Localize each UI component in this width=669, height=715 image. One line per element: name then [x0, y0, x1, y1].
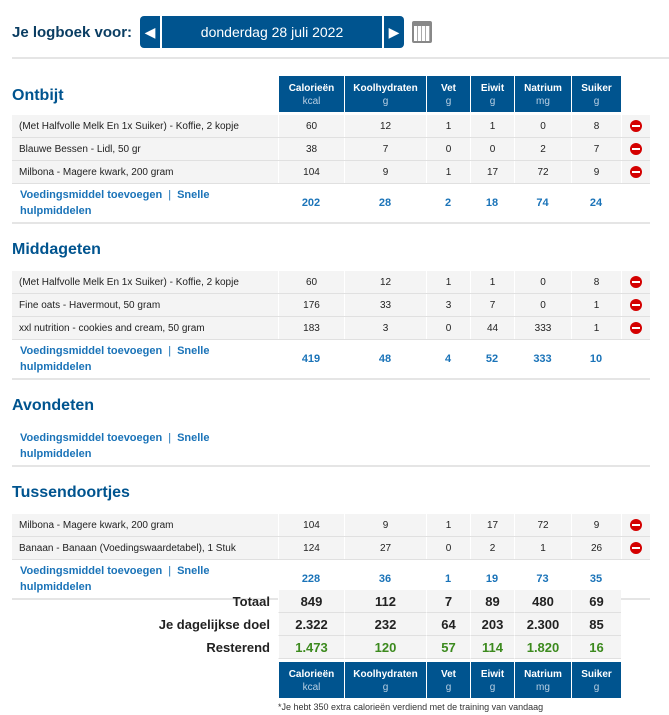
remove-icon[interactable]	[630, 542, 642, 554]
food-row	[12, 294, 650, 317]
link-separator: |	[168, 345, 172, 357]
food-sodium: 0	[514, 294, 571, 316]
food-sodium: 2	[514, 138, 571, 160]
column-header-sugar	[571, 662, 621, 698]
food-fat: 1	[426, 271, 470, 293]
column-unit: mg	[536, 96, 550, 107]
column-unit: g	[489, 682, 496, 693]
food-sodium: 1	[514, 537, 571, 559]
column-name: Calorieën	[288, 83, 335, 94]
food-name[interactable]: xxl nutrition - cookies and cream, 50 gram	[19, 322, 205, 334]
food-fat: 3	[426, 294, 470, 316]
add-food-link[interactable]: Voedingsmiddel toevoegen	[20, 345, 163, 357]
column-name: Eiwit	[480, 669, 505, 680]
column-header-sugar	[571, 76, 621, 112]
column-name: Natrium	[524, 83, 562, 94]
column-header-fat	[426, 76, 470, 112]
food-calories: 104	[278, 161, 344, 183]
food-sodium: 333	[514, 317, 571, 339]
food-calories: 38	[278, 138, 344, 160]
food-name[interactable]: Milbona - Magere kwark, 200 gram	[19, 519, 174, 531]
food-carbs: 3	[344, 317, 426, 339]
remove-icon[interactable]	[630, 299, 642, 311]
column-header-protein	[470, 662, 514, 698]
column-name: Calorieën	[288, 669, 335, 680]
meal-title: Ontbijt	[12, 87, 64, 104]
summary-sodium: 2.300	[514, 613, 571, 636]
food-carbs: 9	[344, 514, 426, 536]
food-calories: 176	[278, 294, 344, 316]
food-sugar: 26	[571, 537, 621, 559]
meal-section-avondeten	[12, 388, 650, 467]
food-row	[12, 161, 650, 184]
summary-sugar: 16	[571, 636, 621, 659]
column-header-row	[12, 76, 650, 112]
food-sodium: 0	[514, 271, 571, 293]
column-unit: g	[489, 96, 496, 107]
divider	[12, 57, 669, 59]
food-protein: 44	[470, 317, 514, 339]
remove-icon[interactable]	[630, 519, 642, 531]
summary-calories: 849	[278, 590, 344, 613]
food-calories: 183	[278, 317, 344, 339]
food-row	[12, 138, 650, 161]
summary-carbs: 112	[344, 590, 426, 613]
food-fat: 0	[426, 138, 470, 160]
food-row	[12, 537, 650, 560]
food-diary	[12, 76, 650, 600]
food-calories: 60	[278, 115, 344, 137]
meal-section-ontbijt	[12, 76, 650, 224]
column-unit: g	[382, 96, 389, 107]
food-sugar: 8	[571, 115, 621, 137]
column-unit: kcal	[302, 96, 321, 107]
food-protein: 2	[470, 537, 514, 559]
meal-total-sugar: 35	[589, 573, 603, 585]
meal-total-fat: 2	[444, 197, 452, 209]
food-sodium: 0	[514, 115, 571, 137]
summary-protein: 114	[470, 636, 514, 659]
food-calories: 104	[278, 514, 344, 536]
remove-icon[interactable]	[630, 143, 642, 155]
food-protein: 17	[470, 514, 514, 536]
food-sugar: 9	[571, 514, 621, 536]
summary-protein: 203	[470, 613, 514, 636]
column-name: Vet	[440, 83, 456, 94]
column-name: Natrium	[524, 669, 562, 680]
log-label: Je logboek voor:	[12, 23, 133, 41]
remove-cell	[621, 294, 650, 316]
summary-fat: 64	[426, 613, 470, 636]
caret-right-icon: ▶	[388, 23, 400, 40]
meal-total-sodium: 74	[536, 197, 549, 209]
food-name[interactable]: Blauwe Bessen - Lidl, 50 gr	[19, 143, 141, 155]
summary-label: Resterend	[206, 640, 270, 655]
remove-cell	[621, 537, 650, 559]
quick-tools-link[interactable]: Snelle hulpmiddelen	[20, 565, 210, 593]
meal-links	[12, 430, 278, 462]
summary-calories: 1.473	[278, 636, 344, 659]
food-carbs: 27	[344, 537, 426, 559]
spacer	[621, 636, 650, 659]
spacer	[621, 662, 650, 698]
food-sugar: 1	[571, 317, 621, 339]
food-fat: 1	[426, 115, 470, 137]
footer-column-header-row	[12, 662, 650, 698]
meal-section-tussendoortjes	[12, 475, 650, 600]
add-food-link[interactable]: Voedingsmiddel toevoegen	[20, 432, 163, 444]
quick-tools-link[interactable]: Snelle hulpmiddelen	[20, 345, 210, 373]
food-name[interactable]: (Met Halfvolle Melk En 1x Suiker) - Koffie, 2 kopje	[19, 120, 239, 132]
caret-left-icon: ◀	[144, 23, 156, 40]
remove-cell	[621, 161, 650, 183]
meal-section-middageten	[12, 232, 650, 380]
column-header-sodium	[514, 662, 571, 698]
food-fat: 1	[426, 161, 470, 183]
meal-total-carbs: 36	[378, 573, 392, 585]
meal-title: Tussendoortjes	[12, 484, 130, 501]
food-protein: 7	[470, 294, 514, 316]
remove-icon[interactable]	[630, 276, 642, 288]
summary-sugar: 85	[571, 613, 621, 636]
meal-total-sugar: 24	[589, 197, 603, 209]
column-header-calories	[278, 76, 344, 112]
meal-total-protein: 19	[485, 573, 499, 585]
column-header-protein	[470, 76, 514, 112]
meal-total-sugar: 10	[589, 353, 603, 365]
spacer	[621, 613, 650, 636]
remove-icon[interactable]	[630, 166, 642, 178]
column-unit: g	[445, 682, 452, 693]
column-unit: mg	[536, 682, 550, 693]
quick-tools-link[interactable]: Snelle hulpmiddelen	[20, 189, 210, 217]
summary-fat: 7	[426, 590, 470, 613]
column-unit: kcal	[302, 682, 321, 693]
meal-links	[12, 343, 278, 375]
meal-title: Middageten	[12, 241, 101, 258]
remove-cell	[621, 317, 650, 339]
calendar-icon[interactable]	[412, 21, 432, 43]
summary-row-remaining	[12, 636, 650, 659]
food-sodium: 72	[514, 161, 571, 183]
meal-title-row	[12, 232, 650, 268]
column-name: Eiwit	[480, 83, 505, 94]
summary-label: Je dagelijkse doel	[158, 617, 270, 632]
food-protein: 1	[470, 115, 514, 137]
meal-add-row	[12, 184, 650, 224]
meal-total-calories: 419	[301, 353, 321, 365]
meal-title: Avondeten	[12, 397, 95, 414]
column-header-fat	[426, 662, 470, 698]
link-separator: |	[168, 432, 172, 444]
food-row	[12, 317, 650, 340]
food-name[interactable]: Milbona - Magere kwark, 200 gram	[19, 166, 174, 178]
add-food-link[interactable]: Voedingsmiddel toevoegen	[20, 565, 163, 577]
food-name[interactable]: Fine oats - Havermout, 50 gram	[19, 299, 161, 311]
meal-total-fat: 1	[444, 573, 452, 585]
remove-icon[interactable]	[630, 322, 642, 334]
food-fat: 0	[426, 537, 470, 559]
summary-sodium: 480	[514, 590, 571, 613]
meal-title-row	[12, 388, 650, 424]
column-unit: g	[382, 682, 389, 693]
meal-total-carbs: 48	[378, 353, 392, 365]
food-name[interactable]: (Met Halfvolle Melk En 1x Suiker) - Koffie, 2 kopje	[19, 276, 239, 288]
column-header-carbs	[344, 76, 426, 112]
meal-total-protein: 18	[485, 197, 499, 209]
column-unit: g	[593, 682, 600, 693]
food-calories: 60	[278, 271, 344, 293]
food-sugar: 7	[571, 138, 621, 160]
column-unit: g	[593, 96, 600, 107]
current-date[interactable]: donderdag 28 juli 2022	[162, 16, 382, 48]
summary-protein: 89	[470, 590, 514, 613]
food-fat: 1	[426, 514, 470, 536]
food-fat: 0	[426, 317, 470, 339]
food-carbs: 7	[344, 138, 426, 160]
exercise-note: *Je hebt 350 extra calorieën verdiend met de training van vandaag	[278, 702, 544, 712]
spacer	[621, 590, 650, 613]
remove-cell	[621, 271, 650, 293]
meal-total-protein: 52	[485, 353, 499, 365]
meal-total-fat: 4	[444, 353, 452, 365]
summary-calories: 2.322	[278, 613, 344, 636]
link-separator: |	[168, 565, 172, 577]
food-sugar: 9	[571, 161, 621, 183]
meal-add-row	[12, 427, 650, 467]
food-row	[12, 271, 650, 294]
summary-sodium: 1.820	[514, 636, 571, 659]
daily-totals	[12, 590, 650, 698]
remove-cell	[621, 514, 650, 536]
quick-tools-link[interactable]: Snelle hulpmiddelen	[20, 432, 210, 460]
column-name: Suiker	[581, 669, 612, 680]
column-name: Vet	[440, 669, 456, 680]
summary-carbs: 120	[344, 636, 426, 659]
food-calories: 124	[278, 537, 344, 559]
next-day-button[interactable]	[384, 16, 404, 48]
meal-total-calories: 228	[301, 573, 321, 585]
date-navigator	[12, 16, 432, 48]
meal-total-carbs: 28	[378, 197, 392, 209]
food-sugar: 1	[571, 294, 621, 316]
column-header-carbs	[344, 662, 426, 698]
summary-fat: 57	[426, 636, 470, 659]
column-unit: g	[445, 96, 452, 107]
food-sugar: 8	[571, 271, 621, 293]
column-header-calories	[278, 662, 344, 698]
food-carbs: 9	[344, 161, 426, 183]
food-sodium: 72	[514, 514, 571, 536]
remove-icon[interactable]	[630, 120, 642, 132]
meal-title-row	[12, 475, 650, 511]
remove-cell	[621, 138, 650, 160]
column-name: Suiker	[581, 83, 612, 94]
food-protein: 1	[470, 271, 514, 293]
food-row	[12, 115, 650, 138]
food-carbs: 33	[344, 294, 426, 316]
meal-links	[12, 187, 278, 219]
remove-cell	[621, 115, 650, 137]
food-carbs: 12	[344, 115, 426, 137]
summary-sugar: 69	[571, 590, 621, 613]
food-name[interactable]: Banaan - Banaan (Voedingswaardetabel), 1 Stuk	[19, 542, 236, 554]
spacer	[12, 662, 278, 698]
add-food-link[interactable]: Voedingsmiddel toevoegen	[20, 189, 163, 201]
summary-row-goal	[12, 613, 650, 636]
previous-day-button[interactable]	[140, 16, 160, 48]
summary-carbs: 232	[344, 613, 426, 636]
food-carbs: 12	[344, 271, 426, 293]
spacer	[621, 76, 650, 112]
column-name: Koolhydraten	[353, 83, 418, 94]
food-row	[12, 514, 650, 537]
summary-label: Totaal	[232, 594, 270, 609]
meal-total-calories: 202	[301, 197, 321, 209]
summary-row-total	[12, 590, 650, 613]
column-header-sodium	[514, 76, 571, 112]
meal-total-sodium: 73	[536, 573, 549, 585]
food-protein: 17	[470, 161, 514, 183]
meal-total-sodium: 333	[533, 353, 552, 365]
meal-add-row	[12, 340, 650, 380]
link-separator: |	[168, 189, 172, 201]
food-protein: 0	[470, 138, 514, 160]
column-name: Koolhydraten	[353, 669, 418, 680]
